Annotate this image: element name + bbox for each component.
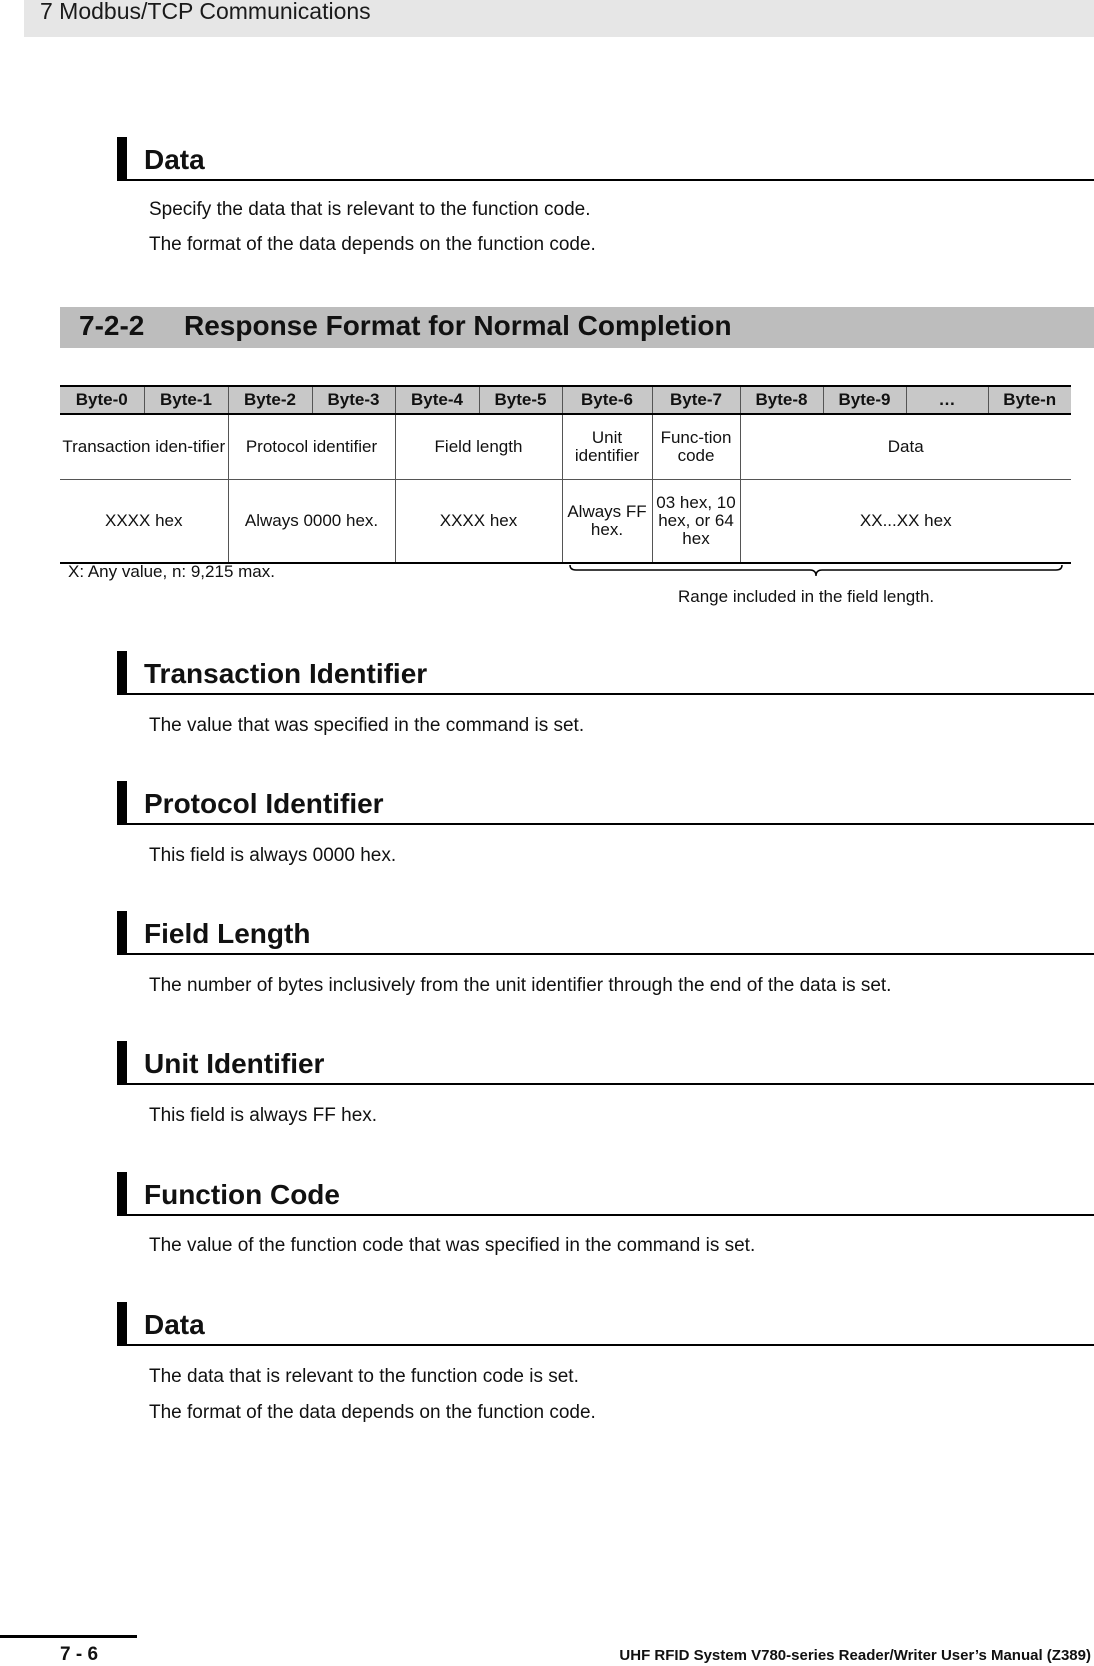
function-code-heading	[117, 1172, 1094, 1216]
byte-n-header: Byte-n	[988, 386, 1071, 414]
transaction-identifier-heading	[117, 651, 1094, 695]
response-format-table	[60, 385, 1071, 564]
byte-8-header: Byte-8	[740, 386, 823, 414]
footer-rule	[0, 1635, 137, 1638]
manual-title: UHF RFID System V780-series Reader/Writer User’s Manual (Z389)	[619, 1647, 1091, 1664]
field-length-heading-text: Field Length	[144, 918, 311, 949]
byte-1-header: Byte-1	[144, 386, 228, 414]
field-length-heading	[117, 911, 1094, 955]
byte-7-header: Byte-7	[652, 386, 740, 414]
field-length-cell: Field length	[395, 414, 562, 480]
byte-3-header: Byte-3	[312, 386, 395, 414]
transaction-value-cell: XXXX hex	[60, 480, 228, 564]
byte-6-header: Byte-6	[562, 386, 652, 414]
byte-9-header: Byte-9	[823, 386, 906, 414]
data-value-cell: XX...XX hex	[740, 480, 1071, 564]
field-length-text: The number of bytes inclusively from the unit identifier through the end of the data is set.	[149, 975, 892, 996]
byte-5-header: Byte-5	[479, 386, 562, 414]
data-line-1: Specify the data that is relevant to the function code.	[149, 199, 591, 220]
protocol-identifier-cell: Protocol identifier	[228, 414, 395, 480]
table-note: X: Any value, n: 9,215 max.	[68, 562, 275, 581]
transaction-identifier-text: The value that was specified in the command is set.	[149, 715, 585, 736]
field-length-value-cell: XXXX hex	[395, 480, 562, 564]
protocol-identifier-heading	[117, 781, 1094, 825]
protocol-value-cell: Always 0000 hex.	[228, 480, 395, 564]
data-heading-1	[117, 137, 1094, 181]
subsection-header	[60, 307, 1094, 348]
data-line-2: The format of the data depends on the function code.	[149, 234, 596, 255]
function-code-text: The value of the function code that was specified in the command is set.	[149, 1235, 756, 1256]
ellipsis-header: …	[906, 386, 988, 414]
data-heading-1-text: Data	[144, 144, 205, 175]
unit-identifier-heading-text: Unit Identifier	[144, 1048, 325, 1079]
chapter-title: 7 Modbus/TCP Communications	[40, 0, 371, 24]
data-heading-2	[117, 1302, 1094, 1346]
range-brace-icon	[568, 563, 1064, 579]
page-number: 7 - 6	[60, 1644, 99, 1665]
data2-line-2: The format of the data depends on the function code.	[149, 1402, 596, 1423]
unit-identifier-text: This field is always FF hex.	[149, 1105, 378, 1126]
subsection-title: Response Format for Normal Completion	[184, 310, 732, 341]
transaction-identifier-heading-text: Transaction Identifier	[144, 658, 428, 689]
function-code-heading-text: Function Code	[144, 1179, 340, 1210]
protocol-identifier-text: This field is always 0000 hex.	[149, 845, 397, 866]
byte-0-header: Byte-0	[60, 386, 144, 414]
function-value-cell: 03 hex, 10 hex, or 64 hex	[652, 480, 740, 564]
byte-2-header: Byte-2	[228, 386, 312, 414]
subsection-number: 7-2-2	[79, 310, 145, 341]
unit-identifier-heading	[117, 1041, 1094, 1085]
data-heading-2-text: Data	[144, 1309, 205, 1340]
function-code-cell: Func-tion code	[652, 414, 740, 480]
unit-value-cell: Always FF hex.	[562, 480, 652, 564]
data2-line-1: The data that is relevant to the function code is set.	[149, 1366, 579, 1387]
range-label: Range included in the field length.	[678, 587, 935, 606]
unit-identifier-cell: Unit identifier	[562, 414, 652, 480]
data-cell: Data	[740, 414, 1071, 480]
protocol-identifier-heading-text: Protocol Identifier	[144, 788, 384, 819]
byte-4-header: Byte-4	[395, 386, 479, 414]
transaction-identifier-cell: Transaction iden-tifier	[60, 414, 228, 480]
